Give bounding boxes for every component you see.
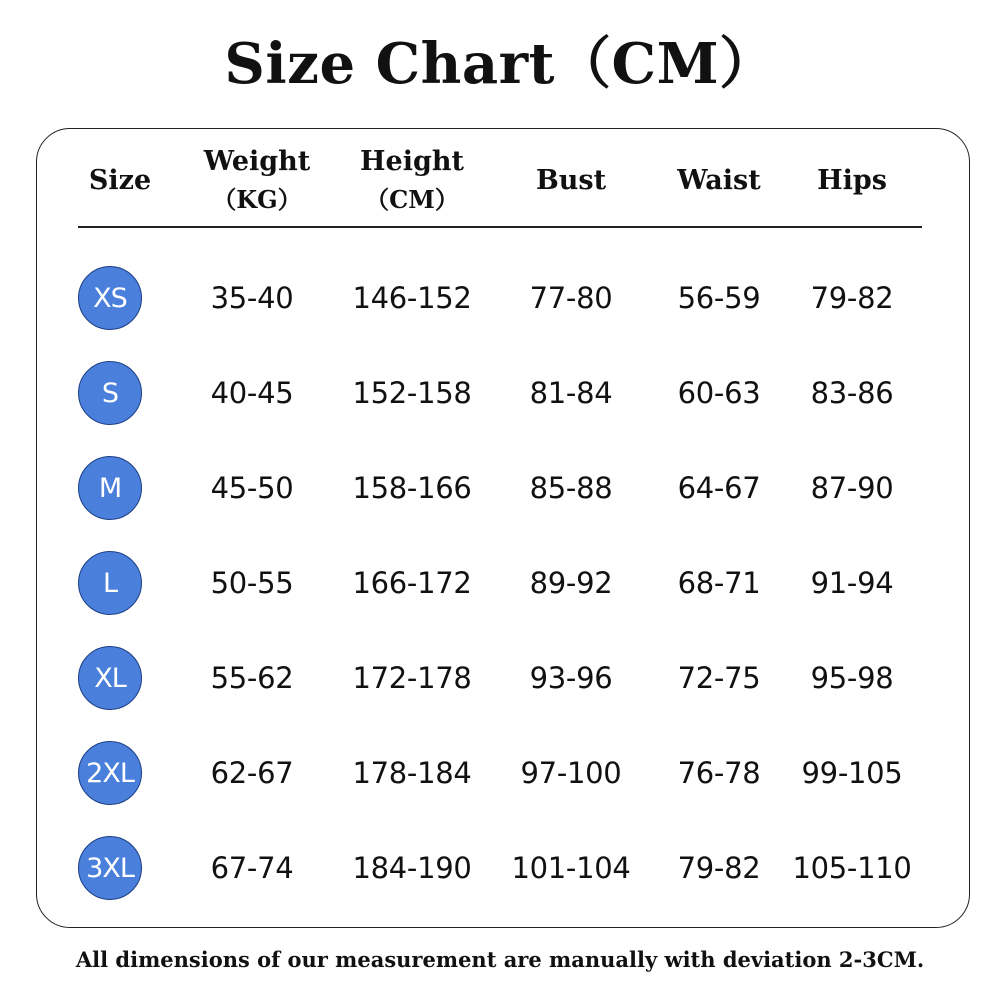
header-weight-unit: （KG）	[212, 185, 302, 214]
header-waist-label: Waist	[677, 165, 761, 196]
bust-cell: 77-80	[529, 280, 613, 315]
bust-cell: 85-88	[529, 470, 613, 505]
header-height-unit: （CM）	[365, 185, 459, 214]
table-row	[0, 440, 1000, 535]
waist-cell: 60-63	[677, 375, 761, 410]
weight-cell: 62-67	[210, 755, 294, 790]
size-badge: 2XL	[78, 741, 142, 805]
waist-cell: 64-67	[677, 470, 761, 505]
table-row	[0, 535, 1000, 630]
waist-cell: 72-75	[677, 660, 761, 695]
weight-cell: 40-45	[210, 375, 294, 410]
bust-cell: 93-96	[529, 660, 613, 695]
waist-cell: 56-59	[677, 280, 761, 315]
height-cell: 184-190	[352, 850, 472, 885]
bust-cell: 101-104	[511, 850, 631, 885]
table-row	[0, 630, 1000, 725]
measurement-note: All dimensions of our measurement are manually with deviation 2-3CM.	[75, 947, 925, 972]
hips-cell: 91-94	[810, 565, 894, 600]
header-height-label: Height	[360, 146, 464, 177]
size-badge: M	[78, 456, 142, 520]
header-bust	[511, 136, 631, 226]
page-title: Size Chart（CM）	[224, 31, 776, 97]
height-cell: 166-172	[352, 565, 472, 600]
hips-cell: 79-82	[810, 280, 894, 315]
table-row	[0, 250, 1000, 345]
table-row	[0, 725, 1000, 820]
bust-cell: 97-100	[520, 755, 622, 790]
hips-cell: 83-86	[810, 375, 894, 410]
height-cell: 178-184	[352, 755, 472, 790]
height-cell: 158-166	[352, 470, 472, 505]
waist-cell: 79-82	[677, 850, 761, 885]
bust-cell: 81-84	[529, 375, 613, 410]
waist-cell: 68-71	[677, 565, 761, 600]
height-cell: 146-152	[352, 280, 472, 315]
header-size	[70, 136, 170, 226]
height-cell: 152-158	[352, 375, 472, 410]
size-badge: S	[78, 361, 142, 425]
bust-cell: 89-92	[529, 565, 613, 600]
size-badge: L	[78, 551, 142, 615]
header-weight	[187, 136, 327, 226]
hips-cell: 87-90	[810, 470, 894, 505]
header-bust-label: Bust	[535, 165, 607, 196]
header-waist	[659, 136, 779, 226]
height-cell: 172-178	[352, 660, 472, 695]
header-weight-label: Weight	[203, 146, 311, 177]
size-rows	[0, 250, 1000, 915]
hips-cell: 105-110	[792, 850, 912, 885]
weight-cell: 45-50	[210, 470, 294, 505]
header-size-label: Size	[88, 165, 152, 196]
size-badge: XL	[78, 646, 142, 710]
header-hips	[792, 136, 912, 226]
header-height	[342, 136, 482, 226]
size-badge: XS	[78, 266, 142, 330]
weight-cell: 35-40	[210, 280, 294, 315]
weight-cell: 55-62	[210, 660, 294, 695]
waist-cell: 76-78	[677, 755, 761, 790]
header-divider	[78, 226, 922, 228]
table-row	[0, 820, 1000, 915]
hips-cell: 99-105	[801, 755, 903, 790]
size-badge: 3XL	[78, 836, 142, 900]
table-row	[0, 345, 1000, 440]
weight-cell: 67-74	[210, 850, 294, 885]
header-hips-label: Hips	[817, 165, 887, 196]
weight-cell: 50-55	[210, 565, 294, 600]
hips-cell: 95-98	[810, 660, 894, 695]
